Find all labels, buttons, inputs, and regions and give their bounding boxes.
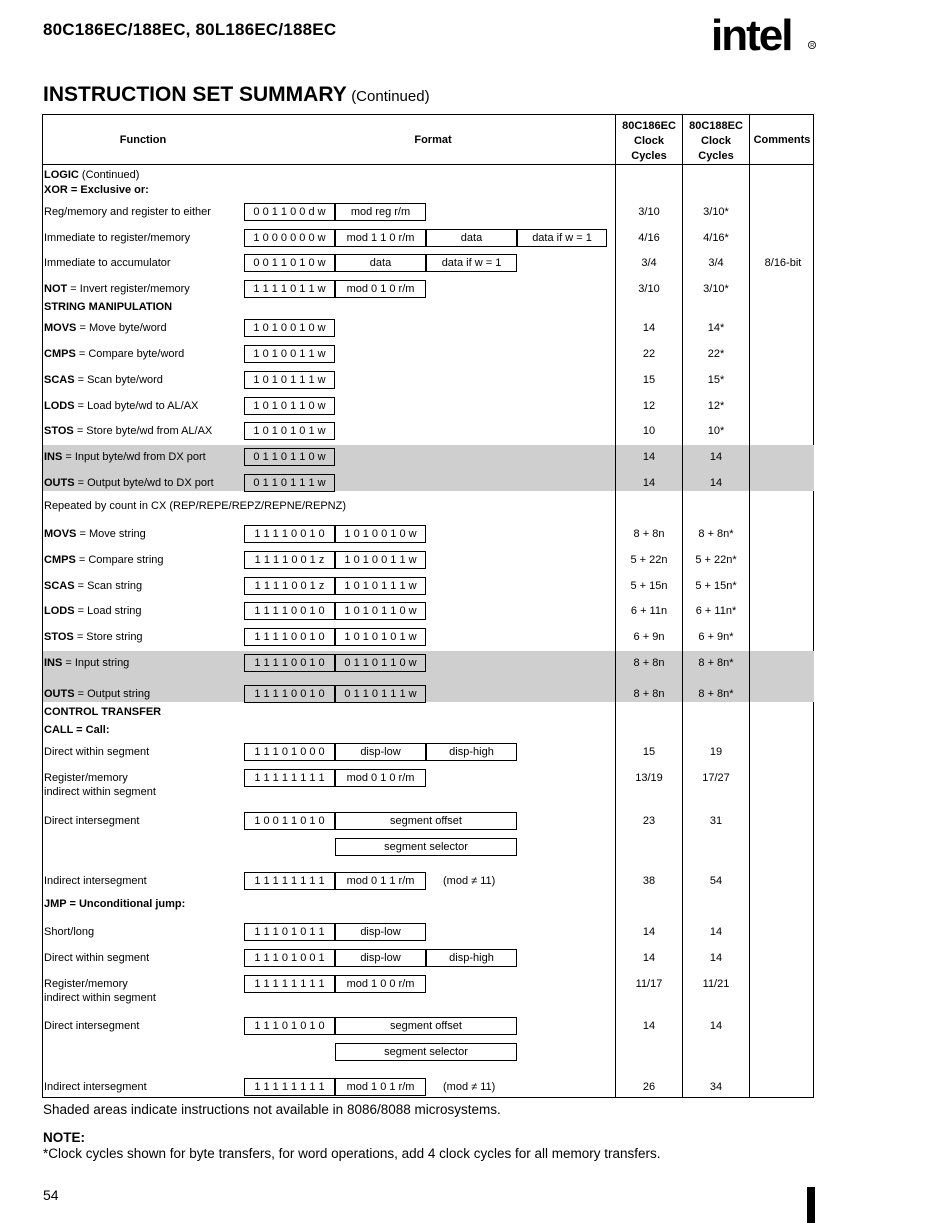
function-desc: = Move byte/word <box>76 322 167 334</box>
function-desc: Immediate to accumulator <box>44 257 171 269</box>
function-label <box>44 282 190 296</box>
clock-80c188ec: 8 + 8n* <box>698 688 734 700</box>
opcode-field: 1 1 1 1 1 1 1 1 <box>244 1078 335 1096</box>
opcode-field: disp-high <box>426 743 517 761</box>
opcode-field: 1 1 1 1 0 0 1 0 <box>244 654 335 672</box>
function-mnemonic: MOVS <box>44 528 77 540</box>
opcode-field: 0 1 1 0 1 1 1 w <box>244 474 335 492</box>
opcode-field: 1 1 1 0 1 0 1 0 <box>244 1017 335 1035</box>
function-label <box>44 977 156 1005</box>
function-mnemonic: OUTS <box>44 477 75 489</box>
function-label <box>44 450 206 464</box>
function-desc: = Move string <box>76 528 146 540</box>
function-label <box>44 527 146 541</box>
page-edge-bar <box>807 1187 815 1223</box>
function-label <box>44 656 129 670</box>
clock-80c188ec: 14 <box>709 451 723 463</box>
clock-80c186ec: 14 <box>642 322 656 334</box>
clock-80c186ec: 14 <box>642 952 656 964</box>
opcode-field: mod 0 1 0 r/m <box>335 769 426 787</box>
function-label <box>44 553 164 567</box>
function-mnemonic: OUTS <box>44 688 75 700</box>
function-label <box>44 874 147 888</box>
section-label <box>44 723 110 737</box>
section-label-bold: JMP = Unconditional jump: <box>44 898 186 910</box>
opcode-field: 1 0 1 0 1 0 1 w <box>244 422 335 440</box>
section-label <box>44 168 139 182</box>
clock-80c186ec: 10 <box>642 425 656 437</box>
opcode-field: 1 0 1 0 0 1 1 w <box>335 551 426 569</box>
opcode-field: 1 1 1 1 0 0 1 0 <box>244 525 335 543</box>
function-label <box>44 373 163 387</box>
function-mnemonic: INS <box>44 657 63 669</box>
opcode-field: 1 1 1 1 0 0 1 0 <box>244 685 335 703</box>
function-desc-line2: indirect within segment <box>44 992 156 1004</box>
clock-80c186ec: 15 <box>642 374 656 386</box>
function-desc: = Load byte/wd to AL/AX <box>74 400 199 412</box>
opcode-field: disp-low <box>335 949 426 967</box>
opcode-field-selector: segment selector <box>335 838 517 856</box>
opcode-field: data <box>426 229 517 247</box>
function-label <box>44 745 149 759</box>
function-desc: = Output byte/wd to DX port <box>74 477 214 489</box>
function-mnemonic: SCAS <box>44 374 75 386</box>
clock-80c186ec: 14 <box>642 477 656 489</box>
clock-80c186ec: 13/19 <box>635 772 663 784</box>
opcode-field: 1 0 1 0 0 1 1 w <box>244 345 335 363</box>
svg-text:R: R <box>810 43 815 50</box>
clock-80c186ec: 3/4 <box>641 257 657 269</box>
opcode-field: mod 0 1 1 r/m <box>335 872 426 890</box>
clock-80c186ec: 14 <box>642 926 656 938</box>
opcode-field: data <box>335 254 426 272</box>
clock-80c188ec: 34 <box>709 1081 723 1093</box>
opcode-field: 1 1 1 0 1 0 1 1 <box>244 923 335 941</box>
opcode-field: segment offset <box>335 1017 517 1035</box>
opcode-field: 1 1 1 1 0 0 1 z <box>244 577 335 595</box>
function-desc: Indirect intersegment <box>44 1081 147 1093</box>
function-label <box>44 476 214 490</box>
function-desc: Reg/memory and register to either <box>44 206 211 218</box>
section-title-main: INSTRUCTION SET SUMMARY <box>43 83 347 106</box>
opcode-field: 1 1 1 1 0 0 1 z <box>244 551 335 569</box>
function-label <box>44 951 149 965</box>
clock-80c188ec: 22* <box>707 348 725 360</box>
section-label-text: Repeated by count in CX (REP/REPE/REPZ/REPNE/REPNZ) <box>44 500 346 512</box>
clock-80c188ec: 3/10* <box>703 283 729 295</box>
opcode-field: data if w = 1 <box>517 229 607 247</box>
clock-80c188ec: 19 <box>709 746 723 758</box>
opcode-field: 1 0 0 1 1 0 1 0 <box>244 812 335 830</box>
function-label <box>44 231 190 245</box>
clock-80c186ec: 38 <box>642 875 656 887</box>
opcode-field: 0 0 1 1 0 0 d w <box>244 203 335 221</box>
opcode-field: 1 0 1 0 0 1 0 w <box>335 525 426 543</box>
function-desc: Direct within segment <box>44 952 150 964</box>
function-desc: = Scan string <box>74 580 143 592</box>
opcode-field: 1 1 1 1 0 1 1 w <box>244 280 335 298</box>
clock-80c188ec: 14 <box>709 952 723 964</box>
section-label <box>44 300 172 314</box>
clock-80c186ec: 4/16 <box>638 232 660 244</box>
opcode-field: mod 1 0 0 r/m <box>335 975 426 993</box>
opcode-field: 1 1 1 1 1 1 1 1 <box>244 769 335 787</box>
clock-80c188ec: 3/10* <box>703 206 729 218</box>
clock-80c188ec: 17/27 <box>702 772 730 784</box>
opcode-field: mod 0 1 0 r/m <box>335 280 426 298</box>
function-label <box>44 925 94 939</box>
function-desc: = Store byte/wd from AL/AX <box>73 425 213 437</box>
function-desc: Direct within segment <box>44 746 150 758</box>
clock-80c188ec: 10* <box>707 425 725 437</box>
function-mnemonic: SCAS <box>44 580 75 592</box>
clock-80c188ec: 5 + 22n* <box>695 554 737 566</box>
clock-80c186ec: 5 + 22n <box>630 554 668 566</box>
clock-80c186ec: 5 + 15n <box>630 580 668 592</box>
clock-80c186ec: 8 + 8n <box>633 657 665 669</box>
function-label <box>44 1019 139 1033</box>
opcode-field: 1 0 1 0 1 1 0 w <box>244 397 335 415</box>
clock-80c188ec: 6 + 9n* <box>698 631 734 643</box>
function-label <box>44 630 143 644</box>
opcode-field: 0 0 1 1 0 1 0 w <box>244 254 335 272</box>
clock-80c186ec: 6 + 11n <box>630 605 668 617</box>
clock-80c188ec: 31 <box>709 815 723 827</box>
function-desc: = Invert register/memory <box>67 283 190 295</box>
function-label <box>44 205 211 219</box>
opcode-field: segment offset <box>335 812 517 830</box>
function-mnemonic: CMPS <box>44 554 76 566</box>
function-mnemonic: LODS <box>44 400 75 412</box>
header-80c188ec: 80C188EC Clock Cycles <box>689 120 743 162</box>
function-desc: Indirect intersegment <box>44 875 147 887</box>
clock-80c188ec: 14 <box>709 477 723 489</box>
clock-80c186ec: 3/10 <box>638 206 660 218</box>
document-title: 80C186EC/188EC, 80L186EC/188EC <box>43 20 337 39</box>
opcode-field: 1 0 1 0 1 1 0 w <box>335 602 426 620</box>
header-80c186ec: 80C186EC Clock Cycles <box>622 120 676 162</box>
header-comments: Comments <box>753 134 811 146</box>
clock-80c188ec: 54 <box>709 875 723 887</box>
opcode-field: 1 1 1 0 1 0 0 1 <box>244 949 335 967</box>
clock-80c186ec: 3/10 <box>638 283 660 295</box>
note-text: *Clock cycles shown for byte transfers, for word operations, add 4 clock cycles for all memory transfers. <box>43 1146 661 1161</box>
clock-80c188ec: 14* <box>707 322 725 334</box>
function-label <box>44 347 184 361</box>
opcode-field: data if w = 1 <box>426 254 517 272</box>
function-label <box>44 771 156 799</box>
opcode-field: 1 0 0 0 0 0 0 w <box>244 229 335 247</box>
function-desc: = Input byte/wd from DX port <box>62 451 206 463</box>
opcode-field: 1 0 1 0 0 1 0 w <box>244 319 335 337</box>
clock-80c188ec: 14 <box>709 1020 723 1032</box>
function-label <box>44 814 139 828</box>
function-label <box>44 604 142 618</box>
section-label-bold: XOR = Exclusive or: <box>44 184 149 196</box>
opcode-field: mod 1 1 0 r/m <box>335 229 426 247</box>
opcode-field: 0 1 1 0 1 1 0 w <box>244 448 335 466</box>
function-mnemonic: STOS <box>44 631 74 643</box>
clock-80c188ec: 6 + 11n* <box>695 605 737 617</box>
header-format: Format <box>414 134 452 146</box>
opcode-field: 0 1 1 0 1 1 1 w <box>335 685 426 703</box>
mod-note: (mod ≠ 11) <box>443 1081 496 1093</box>
clock-80c186ec: 23 <box>642 815 656 827</box>
opcode-field: mod reg r/m <box>335 203 426 221</box>
function-label <box>44 256 171 270</box>
function-label <box>44 321 167 335</box>
section-label <box>44 897 185 911</box>
clock-80c186ec: 14 <box>642 1020 656 1032</box>
comment: 8/16-bit <box>764 257 802 269</box>
function-label <box>44 1080 147 1094</box>
clock-80c186ec: 8 + 8n <box>633 528 665 540</box>
section-label-bold: STRING MANIPULATION <box>44 301 173 313</box>
function-desc: Direct intersegment <box>44 1020 140 1032</box>
opcode-field: 1 1 1 1 0 0 1 0 <box>244 628 335 646</box>
section-label <box>44 705 161 719</box>
clock-80c188ec: 5 + 15n* <box>695 580 737 592</box>
function-desc-line2: indirect within segment <box>44 786 156 798</box>
function-label <box>44 424 212 438</box>
function-mnemonic: LODS <box>44 605 75 617</box>
mod-note: (mod ≠ 11) <box>443 875 496 887</box>
clock-80c186ec: 12 <box>642 400 656 412</box>
clock-80c188ec: 4/16* <box>703 232 729 244</box>
function-desc: = Input string <box>62 657 130 669</box>
section-title <box>43 83 430 107</box>
page-number: 54 <box>43 1187 59 1203</box>
function-mnemonic: NOT <box>44 283 68 295</box>
opcode-field: 1 1 1 1 1 1 1 1 <box>244 872 335 890</box>
clock-80c188ec: 15* <box>707 374 725 386</box>
opcode-field: 1 0 1 0 1 0 1 w <box>335 628 426 646</box>
function-mnemonic: STOS <box>44 425 74 437</box>
function-desc: = Load string <box>74 605 142 617</box>
section-label-bold: LOGIC <box>44 169 79 181</box>
section-label-bold: CALL = Call: <box>44 724 110 736</box>
clock-80c188ec: 14 <box>709 926 723 938</box>
opcode-field: 1 0 1 0 1 1 1 w <box>244 371 335 389</box>
clock-80c186ec: 11/17 <box>635 978 663 990</box>
intel-logo <box>711 6 821 66</box>
clock-80c188ec: 8 + 8n* <box>698 528 734 540</box>
section-label-bold: CONTROL TRANSFER <box>44 706 162 718</box>
instruction-table <box>42 114 814 1098</box>
function-mnemonic: CMPS <box>44 348 76 360</box>
opcode-field: 1 0 1 0 1 1 1 w <box>335 577 426 595</box>
opcode-field: mod 1 0 1 r/m <box>335 1078 426 1096</box>
function-desc: = Compare string <box>75 554 164 566</box>
clock-80c188ec: 3/4 <box>708 257 724 269</box>
opcode-field: 1 1 1 0 1 0 0 0 <box>244 743 335 761</box>
opcode-field: 1 1 1 1 1 1 1 1 <box>244 975 335 993</box>
function-label <box>44 579 142 593</box>
opcode-field: disp-low <box>335 923 426 941</box>
section-label-text: (Continued) <box>78 169 140 181</box>
function-desc: Register/memory <box>44 978 128 990</box>
function-mnemonic: MOVS <box>44 322 77 334</box>
logo-text: intel <box>711 11 792 60</box>
note-heading: NOTE: <box>43 1130 85 1145</box>
opcode-field-selector: segment selector <box>335 1043 517 1061</box>
function-desc: = Scan byte/word <box>74 374 163 386</box>
clock-80c186ec: 15 <box>642 746 656 758</box>
function-desc: = Output string <box>74 688 151 700</box>
opcode-field: disp-high <box>426 949 517 967</box>
section-label <box>44 183 149 197</box>
function-desc: = Store string <box>73 631 143 643</box>
function-desc: Register/memory <box>44 772 128 784</box>
section-label <box>44 499 346 513</box>
opcode-field: 1 1 1 1 0 0 1 0 <box>244 602 335 620</box>
clock-80c186ec: 8 + 8n <box>633 688 665 700</box>
header-function: Function <box>119 134 167 146</box>
section-title-continued: (Continued) <box>351 88 430 105</box>
opcode-field: 0 1 1 0 1 1 0 w <box>335 654 426 672</box>
opcode-field: disp-low <box>335 743 426 761</box>
shaded-areas-note: Shaded areas indicate instructions not available in 8086/8088 microsystems. <box>43 1102 501 1117</box>
clock-80c186ec: 26 <box>642 1081 656 1093</box>
clock-80c188ec: 11/21 <box>702 978 730 990</box>
clock-80c186ec: 6 + 9n <box>633 631 665 643</box>
function-desc: = Compare byte/word <box>75 348 185 360</box>
function-mnemonic: INS <box>44 451 63 463</box>
function-label <box>44 399 198 413</box>
clock-80c186ec: 22 <box>642 348 656 360</box>
function-label <box>44 687 150 701</box>
clock-80c186ec: 14 <box>642 451 656 463</box>
clock-80c188ec: 8 + 8n* <box>698 657 734 669</box>
function-desc: Immediate to register/memory <box>44 232 191 244</box>
clock-80c188ec: 12* <box>707 400 725 412</box>
function-desc: Short/long <box>44 926 95 938</box>
function-desc: Direct intersegment <box>44 815 140 827</box>
